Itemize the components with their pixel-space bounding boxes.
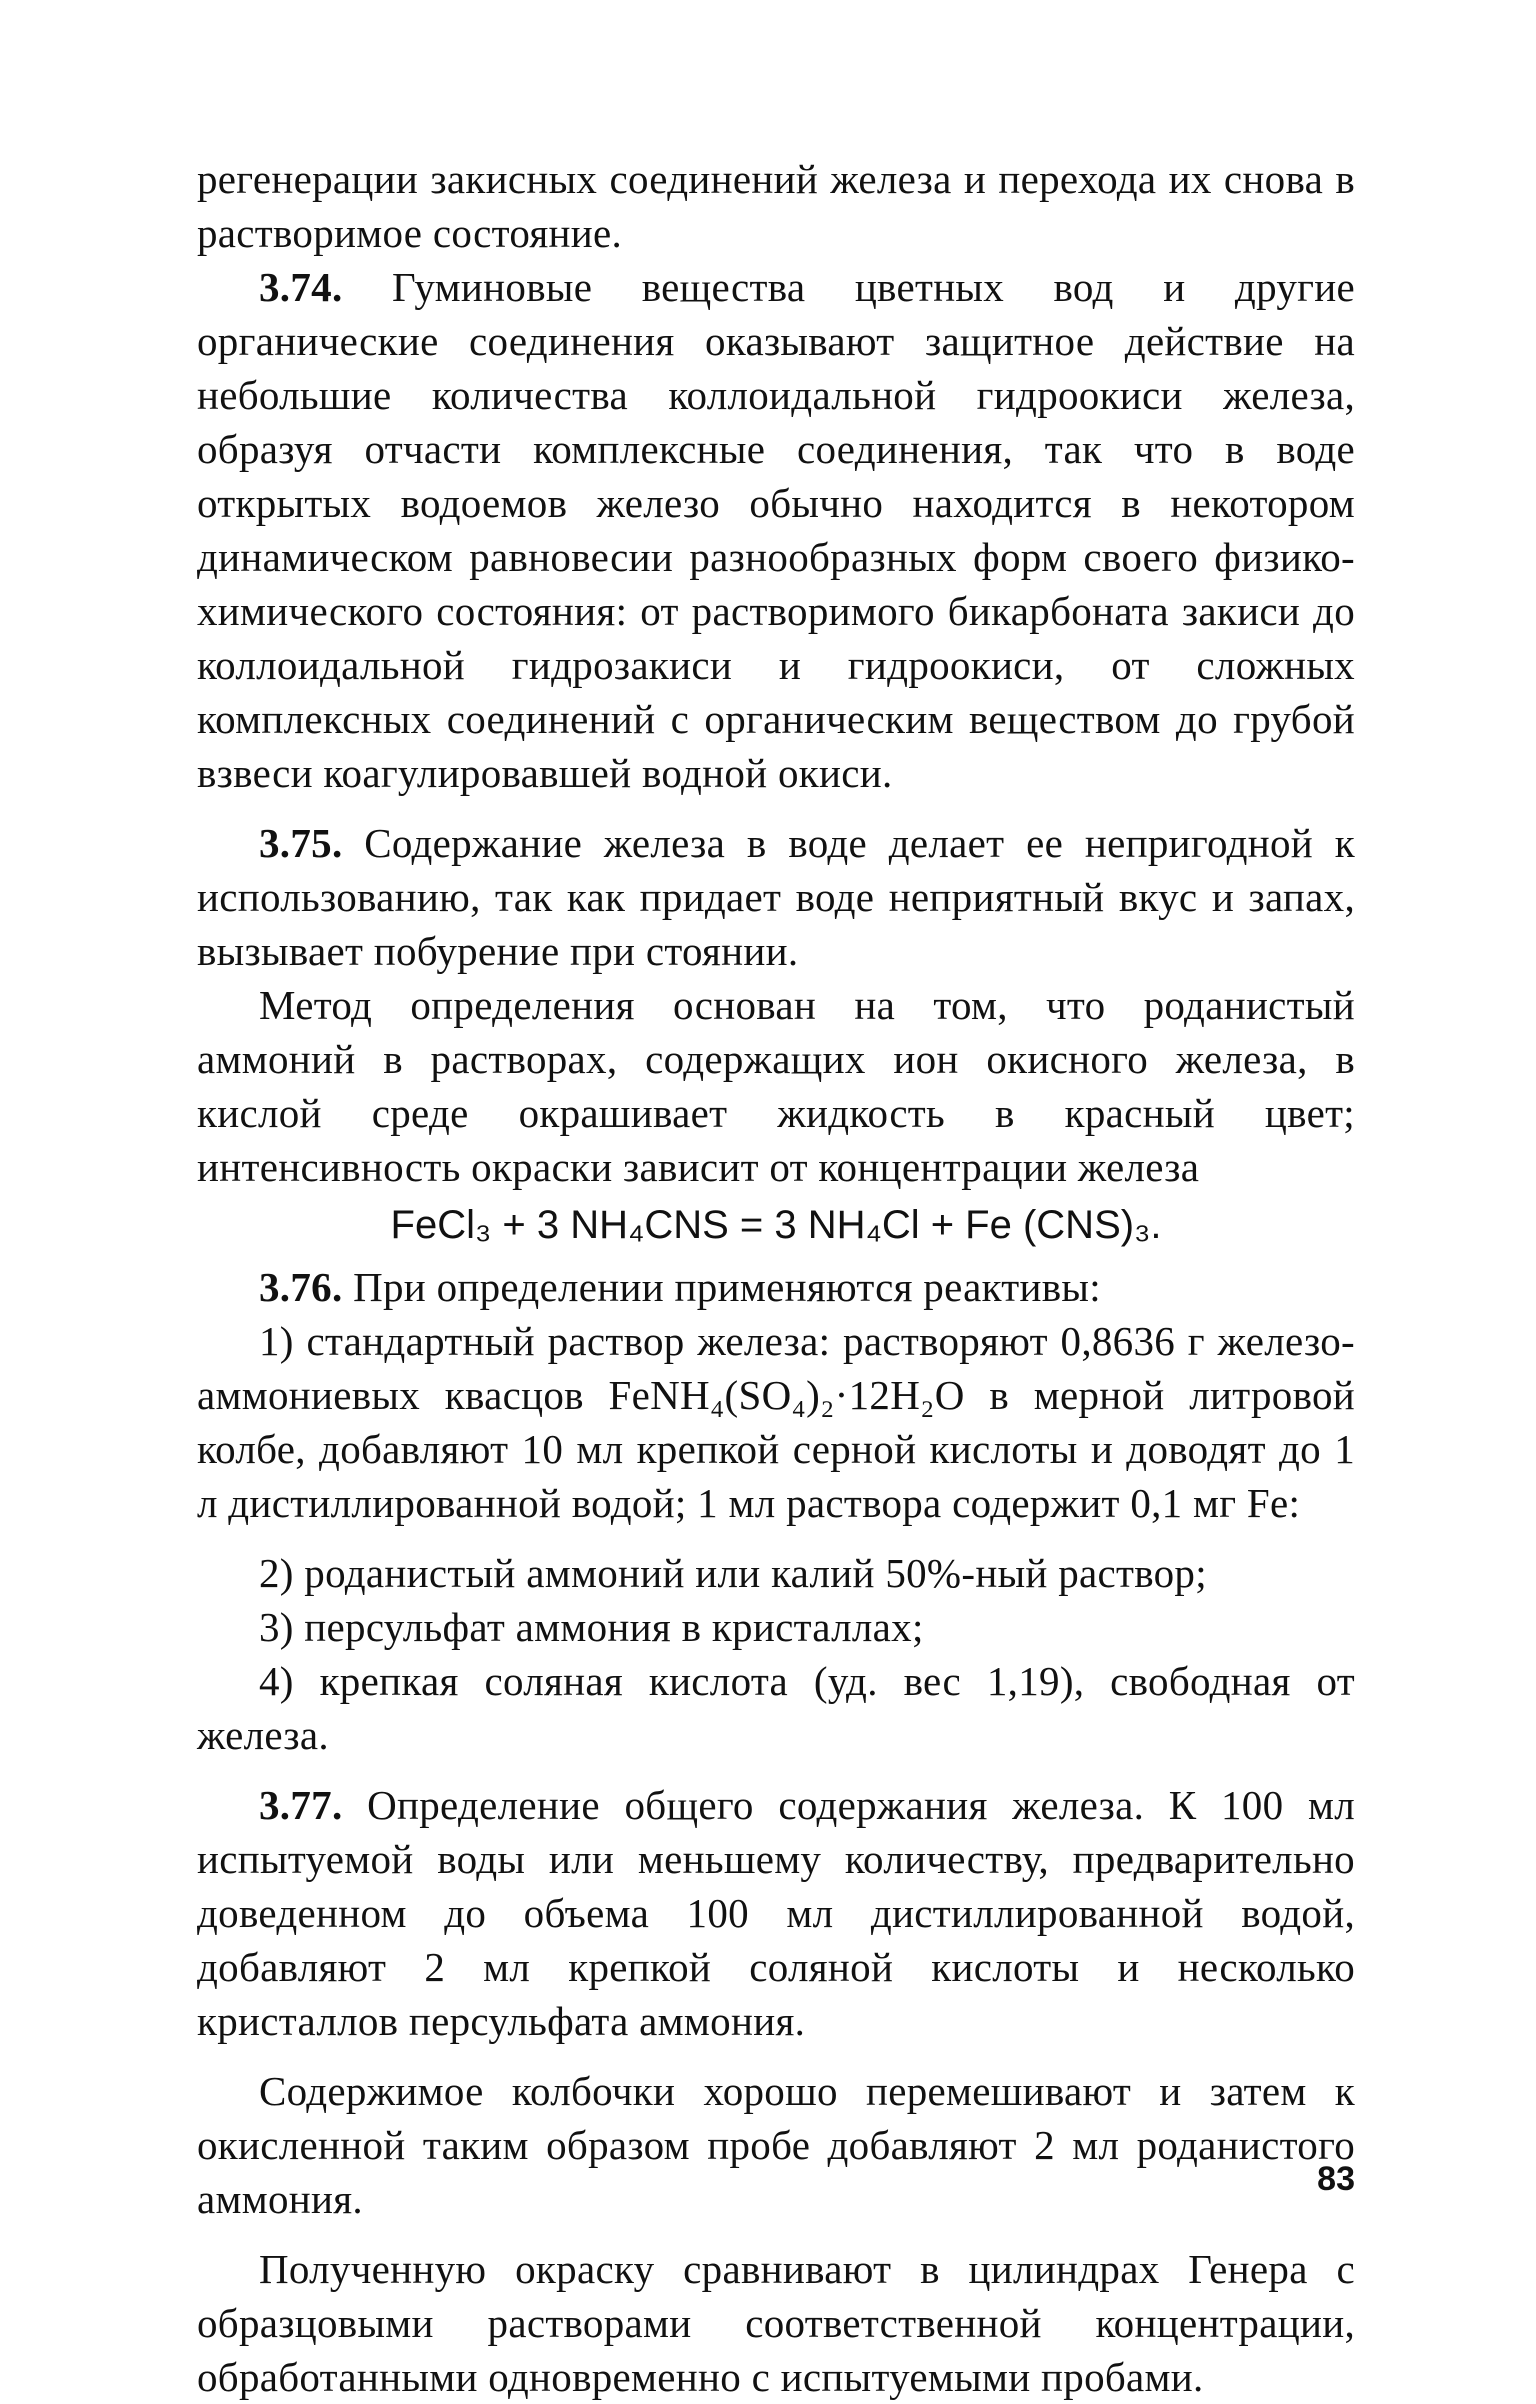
chemical-equation: FeCl₃ + 3 NH₄CNS = 3 NH₄Cl + Fe (CNS)₃. bbox=[390, 1203, 1162, 1247]
paragraph-3-76 bbox=[197, 1260, 1355, 1314]
paragraph-continuation: регенерации закисных соединений железа и перехода их снова в растворимое состояние. bbox=[197, 156, 1355, 256]
section-number: 3.76. bbox=[259, 1264, 343, 1310]
section-number: 3.74. bbox=[259, 264, 343, 310]
paragraph-3-74 bbox=[197, 260, 1355, 800]
paragraph-text: При определении применяются реактивы: bbox=[353, 1264, 1101, 1310]
paragraph-comparison: Полученную окраску сравнивают в цилиндрах Генера с образцовыми растворами соответственной концентрации, обработанными одновременно с испытуемыми пробами. bbox=[197, 2246, 1355, 2400]
paragraph-text: Содержание железа в воде делает ее непригодной к использованию, так как придает воде неприятный вкус и запах, вызывает побурение при стоянии. bbox=[197, 820, 1355, 974]
page-body bbox=[197, 152, 1355, 2404]
reagent-item-4: 4) крепкая соляная кислота (уд. вес 1,19), свободная от железа. bbox=[197, 1658, 1355, 1758]
paragraph-text: Гуминовые вещества цветных вод и другие органические соединения оказывают защитное действие на небольшие количества коллоидальной гидроокиси железа, образуя отчасти комплексные соединения, так что в воде открытых водоемов железо обычно находится в некотором динамическом равновесии разнообразных форм своего физико-химического состояния: от растворимого бикарбоната закиси до коллоидальной гидрозакиси и гидроокиси, от сложных комплексных соединений с органическим веществом до грубой взвеси коагулировавшей водной окиси. bbox=[197, 264, 1355, 796]
reagent-item-1: 1) стандартный раствор железа: растворяют 0,8636 г железо-аммониевых квасцов FeNH₄(SO₄)₂·12H₂O в мерной литровой колбе, добавляют 10 мл крепкой серной кислоты и доводят до 1 л дистиллированной водой; 1 мл раствора содержит 0,1 мг Fe: bbox=[197, 1318, 1355, 1526]
section-number: 3.77. bbox=[259, 1782, 343, 1828]
paragraph-text: Определение общего содержания железа. К 100 мл испытуемой воды или меньшему количеству, предварительно доведенном до объема 100 мл дистиллированной водой, добавляют 2 мл крепкой соляной кислоты и несколько кристаллов персульфата аммония. bbox=[197, 1782, 1355, 2044]
page-number: 83 bbox=[1317, 2160, 1355, 2198]
paragraph-3-77 bbox=[197, 1778, 1355, 2048]
reagent-item-3: 3) персульфат аммония в кристаллах; bbox=[259, 1604, 924, 1650]
paragraph-mixing: Содержимое колбочки хорошо перемешивают и затем к окисленной таким образом пробе добавляют 2 мл роданистого аммония. bbox=[197, 2068, 1355, 2222]
reagent-item-2: 2) роданистый аммоний или калий 50%-ный раствор; bbox=[259, 1550, 1207, 1596]
paragraph-3-75 bbox=[197, 816, 1355, 978]
section-number: 3.75. bbox=[259, 820, 343, 866]
paragraph-method: Метод определения основан на том, что роданистый аммоний в растворах, содержащих ион окисного железа, в кислой среде окрашивает жидкость в красный цвет; интенсивность окраски зависит от концентрации железа bbox=[197, 982, 1355, 1190]
